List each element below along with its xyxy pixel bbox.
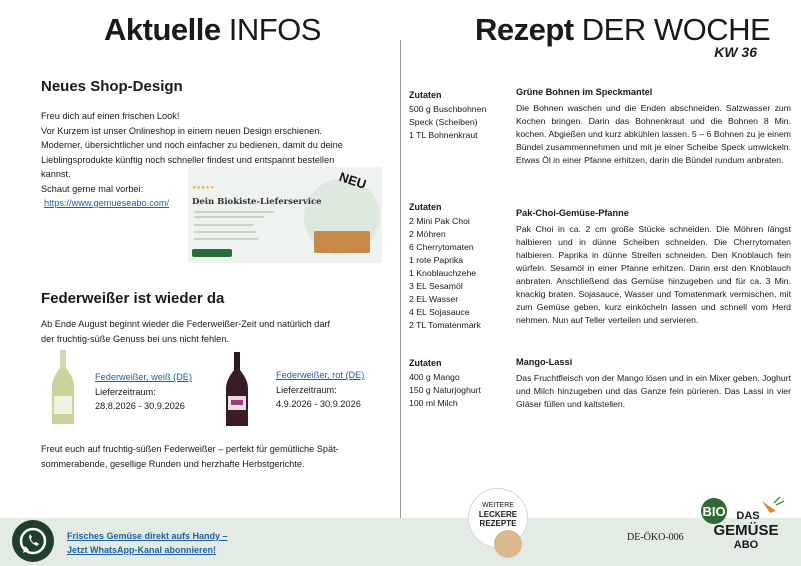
federweisser-section [41, 290, 386, 346]
shop-line: Lieblingsprodukte künftig noch schneller findest und entspannt bestellen [41, 154, 335, 165]
header-right [400, 0, 801, 66]
shop-title: Neues Shop-Design [41, 78, 183, 95]
ingredients-label: Zutaten [409, 202, 442, 212]
recipe-description [516, 356, 791, 411]
header-right-title [475, 12, 770, 48]
new-badge: NEU [336, 169, 368, 192]
more-recipes-text[interactable] [468, 501, 528, 528]
recipe-title: Grüne Bohnen im Speckmantel [516, 87, 653, 97]
shop-line: Vor Kurzem ist unser Onlineshop in einem neuen Design erschienen. [41, 125, 322, 136]
ingredient: 150 g Naturjoghurt [409, 385, 481, 395]
badge-line: WEITERE [482, 502, 514, 509]
image-text-line [194, 211, 274, 213]
wine-link-red[interactable]: Federweißer, rot (DE) [276, 370, 365, 380]
shop-link[interactable]: https://www.gemueseabo.com/ [44, 198, 170, 208]
shop-line: Moderner, übersichtlicher und noch einfacher zu bedienen, damit du deine [41, 140, 343, 150]
week-label: KW 36 [714, 44, 757, 60]
ingredient: 500 g Buschbohnen [409, 104, 487, 114]
whatsapp-link[interactable] [67, 529, 228, 557]
recipe-text: Das Fruchtfleisch von der Mango lösen und in ein Mixer geben. Joghurt und Milch hinzugeben und das Ganze fein pürieren. Das Lassi in vier Gläser füllen und kaltstellen. [516, 373, 791, 409]
svg-text:BIO: BIO [702, 504, 726, 519]
whatsapp-icon[interactable] [12, 520, 54, 562]
white-wine-bottle-icon [48, 350, 78, 426]
ingredient: 400 g Mango [409, 372, 460, 382]
outro-line: Freut euch auf fruchtig-süßen Federweißer – perfekt für gemütliche Spät- [41, 444, 339, 454]
ingredient: 6 Cherrytomaten [409, 242, 474, 252]
image-text-line [194, 238, 258, 240]
recipe-description [516, 207, 791, 327]
ingredient: 2 Möhren [409, 229, 446, 239]
shop-line: Schaut gerne mal vorbei: [41, 183, 144, 194]
outro-line: sommerabende, gesellige Runden und herzhafte Herbstgerichte. [41, 458, 305, 469]
recipe-ingredients [409, 89, 509, 142]
wine-period: 28.8.2026 - 30.9.2026 [95, 401, 185, 411]
organic-certification: DE-ÖKO-006 [627, 532, 684, 543]
ingredients-label: Zutaten [409, 90, 442, 100]
recipe-title: Pak-Choi-Gemüse-Pfanne [516, 208, 629, 218]
header-right-bold: Rezept [475, 12, 574, 47]
svg-text:ABO: ABO [733, 539, 759, 551]
header-left-bold: Aktuelle [104, 12, 221, 47]
badge-line: LECKERE [478, 510, 518, 519]
ingredient: 2 TL Tomatenmark [409, 320, 481, 330]
ingredient: 4 EL Sojasauce [409, 307, 470, 317]
wine-item-red [276, 368, 364, 412]
vegetable-crate-icon [314, 231, 370, 253]
recipe-ingredients [409, 357, 509, 410]
federweisser-intro: Ab Ende August beginnt wieder die Federweißer-Zeit und natürlich darf [41, 319, 331, 329]
header-left [0, 0, 400, 66]
ingredient: 1 rote Paprika [409, 255, 464, 265]
recipe-text: Die Bohnen waschen und die Enden abschneiden. Salzwasser zum Kochen bringen. Darin das Bohnenkraut und die Bohnen 8 Min. kochen. Abgießen und kurz abkühlen lassen. 5 – 6 Bohnen zu je einem Bündel zusammennehmen und mit je einer Scheibe Speck umwickeln. Etwas Öl in einer Pfanne erhitzen, darin die Bündel rundum anbraten. [516, 103, 791, 165]
image-text-line [194, 224, 254, 226]
image-text-line [194, 216, 264, 218]
ingredient: 1 TL Bohnenkraut [409, 130, 478, 140]
wine-label: Lieferzeitraum: [276, 384, 337, 395]
red-wine-bottle-icon [222, 352, 252, 428]
wine-link-white[interactable]: Federweißer, weiß (DE) [95, 372, 192, 382]
recipe-text: Pak Choi in ca. 2 cm große Stücke schneiden. Die Möhren längst halbieren und in dünne Scheiben schneiden. Die Cherrytomaten halbieren. Paprika in dünne Streifen schneiden. Den Knoblauch fein würfeln. Sesamöl in einer Pfanne erhitzen. Darin erst den Knoblauch anbraten. Anschließend das Gemüse hinzugeben und für ca. 3 Min. knackig braten. Sojasauce, Wasser und Tomatenmark vermischen, mit zum Gemüse geben, kurz einköcheln lassen und schnell vom Herd nehmen. Nun auf Teller verteilen und servieren. [516, 224, 791, 325]
column-divider [400, 40, 401, 566]
whatsapp-line[interactable]: Frisches Gemüse direkt aufs Handy – [67, 531, 228, 541]
ingredient: 3 EL Sesamöl [409, 281, 463, 291]
ingredients-label: Zutaten [409, 358, 442, 368]
header-right-thin: DER WOCHE [581, 12, 771, 47]
ingredient: 1 Knoblauchzehe [409, 268, 477, 278]
rating-stars-icon: ★★★★★ [192, 185, 215, 191]
image-text-line [194, 231, 256, 233]
shop-preview-image[interactable] [188, 167, 382, 263]
gemuese-abo-logo [700, 495, 786, 551]
recipe-description [516, 86, 791, 167]
recipe-title: Mango-Lassi [516, 357, 573, 367]
ingredient: 100 ml Milch [409, 398, 458, 408]
ingredient: Speck (Scheiben) [409, 117, 478, 127]
shop-line: kannst. [41, 169, 71, 179]
ingredient: 2 Mini Pak Choi [409, 216, 470, 226]
recipe-2 [409, 201, 789, 331]
header-left-title [104, 12, 321, 48]
wine-period: 4.9.2026 - 30.9.2026 [276, 399, 361, 409]
federweisser-outro [41, 442, 339, 471]
federweisser-title: Federweißer ist wieder da [41, 290, 225, 307]
svg-text:GEMÜSE: GEMÜSE [713, 522, 779, 539]
wine-item-white [95, 370, 192, 414]
shop-line: Freu dich auf einen frischen Look! [41, 111, 180, 121]
whatsapp-line[interactable]: Jetzt WhatsApp-Kanal abonnieren! [67, 545, 217, 555]
recipe-3 [409, 357, 789, 417]
recipe-ingredients [409, 201, 509, 332]
badge-line: REZEPTE [479, 519, 517, 528]
recipes-qr-icon [494, 530, 522, 558]
federweisser-intro: der fruchtig-süße Genuss bei uns nicht fehlen. [41, 333, 229, 344]
image-title: Dein Biokiste-Lieferservice [192, 197, 322, 207]
svg-text:DAS: DAS [736, 510, 760, 522]
ingredient: 2 EL Wasser [409, 294, 459, 304]
wine-label: Lieferzeitraum: [95, 386, 156, 397]
header-left-thin: INFOS [228, 12, 321, 47]
recipe-1 [409, 89, 789, 179]
image-cta-button [192, 249, 232, 257]
